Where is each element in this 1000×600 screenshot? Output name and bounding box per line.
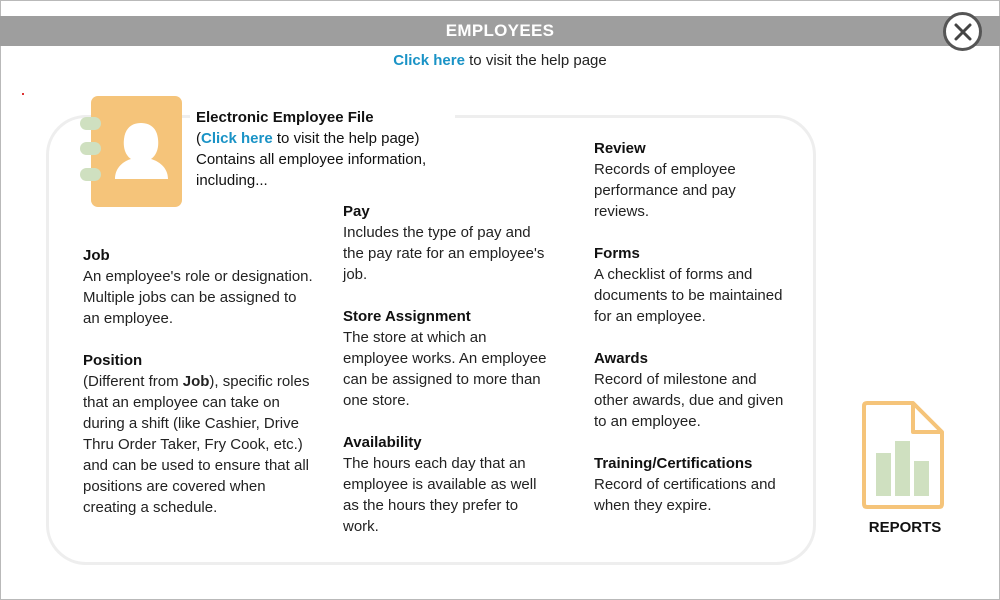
position-text-before: (Different from (83, 373, 183, 390)
section-availability (343, 432, 548, 537)
position-text (83, 371, 313, 518)
position-text-bold: Job (182, 373, 210, 390)
column-1 (83, 245, 313, 539)
reports-button[interactable] (858, 400, 948, 515)
awards-text: Record of milestone and other awards, due and given to an employee. (594, 371, 784, 430)
position-heading: Position (83, 352, 143, 369)
pay-heading: Pay (343, 203, 370, 220)
intro-open-paren: ( (196, 130, 201, 147)
title-bar (0, 16, 1000, 46)
section-pay (343, 201, 548, 285)
close-icon (953, 22, 973, 42)
job-text: An employee's role or designation. Multiple jobs can be assigned to an employee. (83, 268, 313, 327)
employee-file-icon (78, 95, 183, 209)
availability-text: The hours each day that an employee is available as well as the hours they prefer to work. (343, 455, 537, 535)
job-heading: Job (83, 247, 110, 264)
forms-text: A checklist of forms and documents to be maintained for an employee. (594, 266, 783, 325)
intro-block (190, 107, 455, 191)
section-awards (594, 348, 794, 432)
section-review (594, 138, 794, 222)
forms-heading: Forms (594, 245, 640, 262)
training-heading: Training/Certifications (594, 455, 753, 472)
intro-help-line (196, 128, 455, 149)
review-text: Records of employee performance and pay reviews. (594, 161, 736, 220)
close-button[interactable] (943, 12, 982, 51)
help-link[interactable]: Click here (393, 52, 465, 69)
page-title: EMPLOYEES (445, 21, 555, 40)
intro-title: Electronic Employee File (196, 109, 374, 126)
store-assignment-heading: Store Assignment (343, 308, 471, 325)
column-3 (594, 138, 794, 537)
report-document-icon (861, 400, 945, 510)
intro-help-link[interactable]: Click here (201, 130, 273, 147)
intro-help-suffix: to visit the help page) (272, 130, 420, 147)
pay-text: Includes the type of pay and the pay rate for an employee's job. (343, 224, 545, 283)
store-assignment-text: The store at which an employee works. An employee can be assigned to more than one store. (343, 329, 547, 409)
availability-heading: Availability (343, 434, 422, 451)
training-text: Record of certifications and when they expire. (594, 476, 776, 514)
column-2 (343, 201, 548, 558)
section-job (83, 245, 313, 329)
section-position (83, 350, 313, 518)
help-line (0, 52, 1000, 69)
section-forms (594, 243, 794, 327)
stray-mark (22, 93, 24, 95)
reports-label[interactable]: REPORTS (868, 519, 942, 536)
intro-description: Contains all employee information, including... (196, 151, 427, 189)
awards-heading: Awards (594, 350, 648, 367)
section-store-assignment (343, 306, 548, 411)
section-training (594, 453, 794, 516)
position-text-after: ), specific roles that an employee can take on during a shift (like Cashier, Drive Thru Order Taker, Fry Cook, etc.) and can be used to ensure that all positions are covered when creating a schedule. (83, 373, 310, 516)
help-link-suffix: to visit the help page (464, 52, 607, 69)
review-heading: Review (594, 140, 646, 157)
